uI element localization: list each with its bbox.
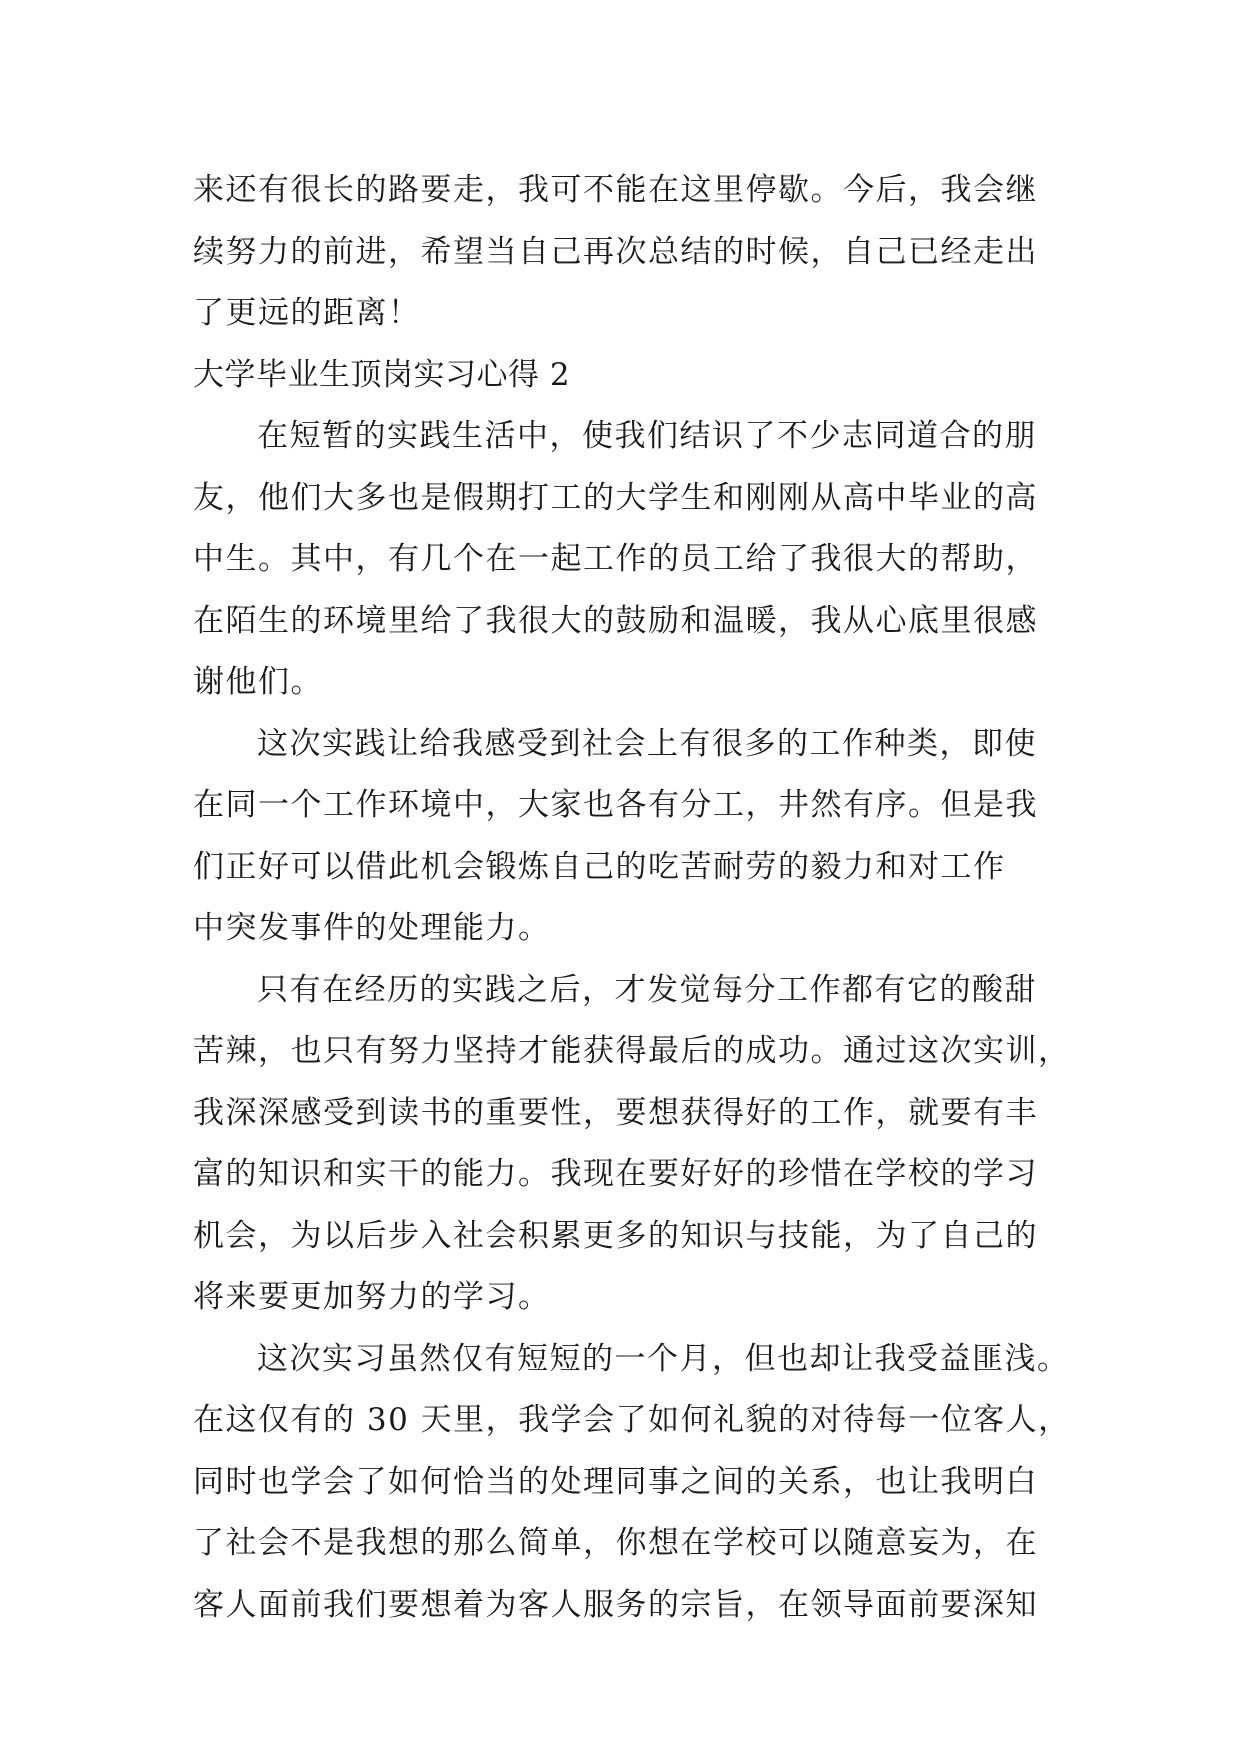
text-line: 富的知识和实干的能力。我现在要好好的珍惜在学校的学习	[193, 1156, 1038, 1192]
text-line: 只有在经历的实践之后，才发觉每分工作都有它的酸甜	[257, 971, 1037, 1008]
text-line: 谢他们。	[193, 664, 323, 700]
text-line: 友，他们大多也是假期打工的大学生和刚刚从高中毕业的高	[193, 479, 1038, 516]
paragraph-1	[193, 406, 1053, 714]
text-line: 中生。其中，有几个在一起工作的员工给了我很大的帮助，	[193, 541, 1038, 577]
text-line: 苦辣，也只有努力坚持才能获得最后的成功。通过这次实训，	[193, 1033, 1071, 1069]
section-title: 大学毕业生顶岗实习心得 2	[193, 356, 571, 393]
document-body	[193, 160, 1071, 1636]
text-line: 在陌生的环境里给了我很大的鼓励和温暖，我从心底里很感	[193, 602, 1038, 639]
text-line: 我深深感受到读书的重要性，要想获得好的工作，就要有丰	[193, 1094, 1038, 1131]
text-line: 了社会不是我想的那么简单，你想在学校可以随意妄为，在	[193, 1525, 1038, 1561]
text-line: 客人面前我们要想着为客人服务的宗旨，在领导面前要深知	[193, 1586, 1038, 1623]
paragraph-2	[193, 714, 1053, 960]
intro-paragraph	[193, 160, 1053, 345]
text-line: 在这仅有的 30 天里，我学会了如何礼貌的对待每一位客人，	[193, 1402, 1071, 1438]
text-line: 续努力的前进，希望当自己再次总结的时候，自己已经走出	[193, 233, 1038, 270]
text-line: 在短暂的实践生活中，使我们结识了不少志同道合的朋	[257, 418, 1037, 454]
text-line: 来还有很长的路要走，我可不能在这里停歇。今后，我会继	[193, 172, 1038, 208]
text-line: 机会，为以后步入社会积累更多的知识与技能，为了自己的	[193, 1217, 1038, 1254]
text-line: 中突发事件的处理能力。	[193, 910, 551, 946]
text-line: 了更远的距离！	[193, 295, 421, 331]
paragraph-4	[193, 1329, 1071, 1637]
text-line: 这次实习虽然仅有短短的一个月，但也却让我受益匪浅。	[257, 1340, 1070, 1377]
paragraph-3	[193, 960, 1071, 1329]
text-line: 们正好可以借此机会锻炼自己的吃苦耐劳的毅力和对工作	[193, 848, 1006, 885]
text-line: 在同一个工作环境中，大家也各有分工，井然有序。但是我	[193, 787, 1038, 823]
text-line: 同时也学会了如何恰当的处理同事之间的关系，也让我明白	[193, 1463, 1038, 1500]
text-line: 这次实践让给我感受到社会上有很多的工作种类，即使	[257, 725, 1037, 762]
text-line: 将来要更加努力的学习。	[193, 1279, 551, 1315]
